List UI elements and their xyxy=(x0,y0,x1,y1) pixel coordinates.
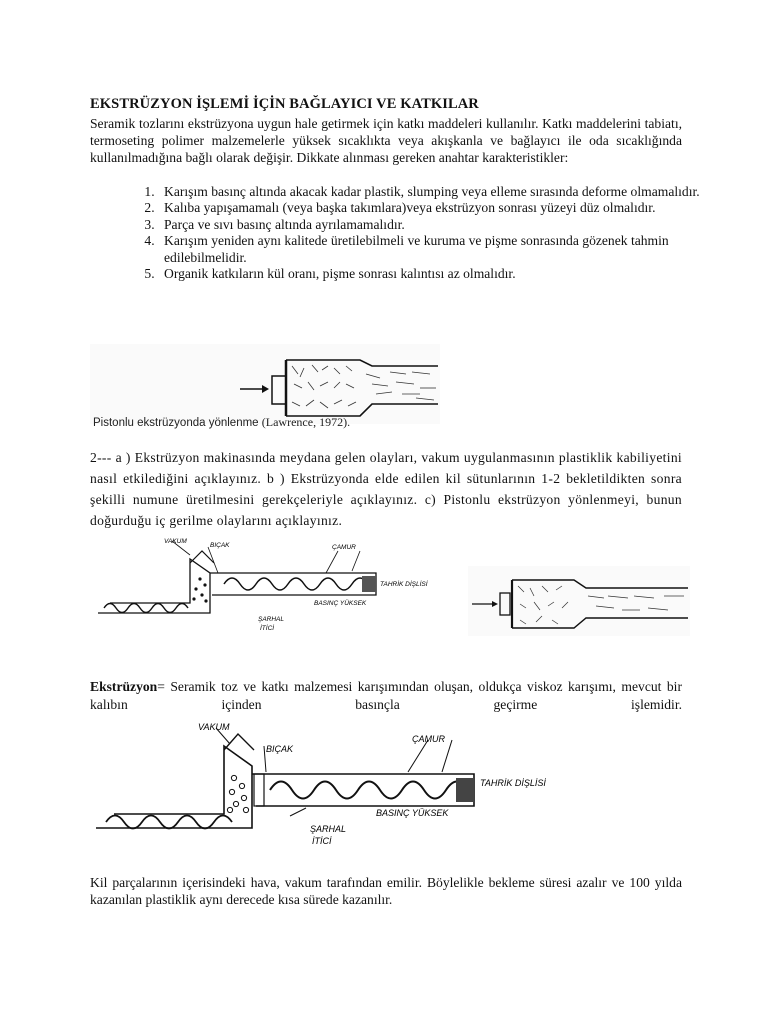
label-mud: ÇAMUR xyxy=(332,544,356,551)
label-pressure: BASINÇ YÜKSEK xyxy=(376,808,449,818)
label-drive: TAHRİK DİŞLİSİ xyxy=(480,778,546,788)
caption-text: Pistonlu ekstrüzyonda yönlenme xyxy=(93,417,259,429)
definition-paragraph xyxy=(90,678,682,714)
list-item: 2. Kalıba yapışamamalı (veya başka takımlara)veya ekstrüzyon sonrası yüzeyi düz olmalıdır. xyxy=(158,200,718,216)
question-paragraph: 2--- a ) Ekstrüzyon makinasında meydana gelen olayları, vakum uygulanmasının plastiklik kabiliyetini nasıl etkilediğini açıklayınız. b ) Ekstrüzyonda elde edilen kil sütunlarının 1-2 bekletildikten sonra şekilli numune üretilmesini gerekçeleriyle açıklayınız. c) Pistonlu ekstrüzyon yönlenmeyi, bunun doğurduğu iç gerilme olaylarını açıklayınız. xyxy=(90,450,682,528)
screw-extruder-figure-large xyxy=(90,716,630,868)
requirements-list xyxy=(90,184,718,282)
figure-caption xyxy=(93,415,350,430)
caption-source: (Lawrence, 1972). xyxy=(261,415,351,429)
list-item: 4. Karışım yeniden aynı kalitede üretilebilmeli ve kuruma ve pişme sonrasında gözenek tahmin edilebilmelidir. xyxy=(158,233,718,266)
screw-extruder-figure-small xyxy=(90,533,468,639)
label-mud: ÇAMUR xyxy=(412,734,445,744)
closing-paragraph: Kil parçalarının içerisindeki hava, vakum tarafından emilir. Böylelikle bekleme süresi azalır ve 100 yılda kazanılan plastiklik aynı derecede kısa sürede kazanılır. xyxy=(90,875,682,907)
label-vacuum: VAKUM xyxy=(198,722,230,732)
label-knife: BIÇAK xyxy=(266,744,294,754)
label-knife: BIÇAK xyxy=(210,542,230,549)
list-item: 3. Parça ve sıvı basınç altında ayrılamamalıdır. xyxy=(158,217,718,233)
label-feeder-2: İTİCİ xyxy=(312,836,332,846)
label-feeder-1: ŞARHAL xyxy=(310,824,347,834)
label-pressure: BASINÇ YÜKSEK xyxy=(314,600,367,607)
list-item: 5. Organik katkıların kül oranı, pişme sonrası kalıntısı az olmalıdır. xyxy=(158,266,718,282)
label-feeder-1: ŞARHAL xyxy=(258,616,285,623)
piston-extrusion-figure-small xyxy=(468,566,690,636)
intro-paragraph: Seramik tozlarını ekstrüzyona uygun hale getirmek için katkı maddeleri kullanılır. Katkı maddelerini tabiatı, termoseting polimer malzemelerle yüksek sıcaklıkta veya akışkanla ve bağlayıcı ile oda sıcaklığında kullanılmadığına bağlı olarak değişir. Dikkate alınması gereken anahtar karakteristikler: xyxy=(90,116,682,165)
label-vacuum: VAKUM xyxy=(164,538,187,545)
definition-body: = Seramik toz ve katkı malzemesi karışımından oluşan, oldukça viskoz karışımı, mevcut bir kalıbın içinden basınçla geçirme işlemidir. xyxy=(90,679,682,712)
piston-extrusion-figure xyxy=(90,344,440,424)
definition-term: Ekstrüzyon xyxy=(90,679,158,694)
label-feeder-2: İTİCİ xyxy=(260,625,275,632)
list-item: 1. Karışım basınç altında akacak kadar plastik, slumping veya elleme sırasında deforme olmamalıdır. xyxy=(158,184,718,200)
page-title: EKSTRÜZYON İŞLEMİ İÇİN BAĞLAYICI VE KATKILAR xyxy=(90,96,479,112)
label-drive: TAHRİK DİŞLİSİ xyxy=(380,581,428,588)
